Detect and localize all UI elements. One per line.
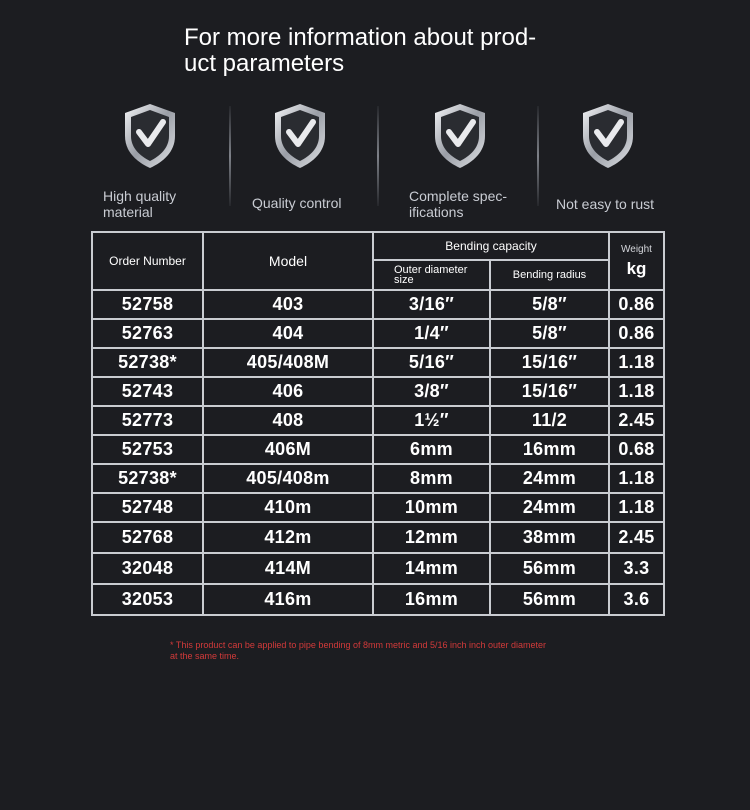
footnote [170, 640, 620, 662]
footnote-line2: at the same time. [170, 651, 240, 661]
footnote-line1: * This product can be applied to pipe bending of 8mm metric and 5/16 inch inch outer diameter [170, 640, 547, 650]
page-title [184, 25, 604, 77]
table-row [92, 377, 664, 406]
cell-model: 408 [203, 406, 373, 435]
cell-order: 52763 [92, 319, 203, 348]
cell-model: 406 [203, 377, 373, 406]
shield-check-icon [579, 102, 637, 170]
feature-quality-control [243, 100, 383, 225]
cell-outer-diameter: 8mm [373, 464, 490, 493]
table-row [92, 522, 664, 553]
shield-check-icon [271, 102, 329, 170]
table-row [92, 319, 664, 348]
feature-high-quality [95, 100, 235, 225]
cell-order: 52743 [92, 377, 203, 406]
table-row [92, 406, 664, 435]
cell-weight: 1.18 [609, 464, 664, 493]
cell-outer-diameter: 3/16″ [373, 290, 490, 319]
cell-weight: 2.45 [609, 522, 664, 553]
cell-weight: 2.45 [609, 406, 664, 435]
divider [229, 106, 231, 206]
cell-order: 32053 [92, 584, 203, 615]
table-row [92, 435, 664, 464]
cell-order: 52768 [92, 522, 203, 553]
cell-bending-radius: 38mm [490, 522, 609, 553]
feature-label: High quality material [103, 188, 177, 220]
cell-outer-diameter: 10mm [373, 493, 490, 522]
divider [377, 106, 379, 206]
cell-weight: 1.18 [609, 348, 664, 377]
cell-outer-diameter: 6mm [373, 435, 490, 464]
cell-bending-radius: 5/8″ [490, 290, 609, 319]
cell-weight: 0.86 [609, 319, 664, 348]
cell-outer-diameter: 1½″ [373, 406, 490, 435]
spec-table [91, 231, 665, 616]
shield-check-icon [431, 102, 489, 170]
cell-weight: 1.18 [609, 493, 664, 522]
cell-bending-radius: 24mm [490, 464, 609, 493]
cell-bending-radius: 16mm [490, 435, 609, 464]
cell-bending-radius: 11/2 [490, 406, 609, 435]
header-model: Model [203, 232, 373, 290]
cell-model: 412m [203, 522, 373, 553]
header-bending-capacity: Bending capacity [373, 232, 609, 260]
cell-weight: 1.18 [609, 377, 664, 406]
cell-bending-radius: 24mm [490, 493, 609, 522]
table-row [92, 553, 664, 584]
cell-model: 405/408m [203, 464, 373, 493]
table-row [92, 584, 664, 615]
cell-bending-radius: 56mm [490, 584, 609, 615]
cell-model: 405/408M [203, 348, 373, 377]
cell-bending-radius: 5/8″ [490, 319, 609, 348]
cell-weight: 3.6 [609, 584, 664, 615]
cell-outer-diameter: 16mm [373, 584, 490, 615]
cell-model: 406M [203, 435, 373, 464]
cell-bending-radius: 15/16″ [490, 377, 609, 406]
feature-label: Quality control [252, 195, 342, 211]
cell-weight: 0.86 [609, 290, 664, 319]
cell-order: 52748 [92, 493, 203, 522]
header-outer-diameter: Outer diameter size [373, 260, 490, 290]
cell-order: 32048 [92, 553, 203, 584]
spec-table-header [92, 232, 664, 290]
cell-weight: 3.3 [609, 553, 664, 584]
cell-outer-diameter: 3/8″ [373, 377, 490, 406]
table-row [92, 464, 664, 493]
header-weight-label: Weight [621, 243, 652, 255]
shield-check-icon [121, 102, 179, 170]
divider [537, 106, 539, 206]
cell-model: 403 [203, 290, 373, 319]
cell-order: 52738* [92, 464, 203, 493]
cell-order: 52738* [92, 348, 203, 377]
page-title-line2: uct parameters [184, 50, 345, 77]
cell-weight: 0.68 [609, 435, 664, 464]
cell-model: 416m [203, 584, 373, 615]
page-title-line1: For more information about prod- [184, 24, 537, 51]
cell-outer-diameter: 1/4″ [373, 319, 490, 348]
feature-label: Not easy to rust [556, 196, 655, 212]
table-row [92, 290, 664, 319]
feature-complete-specifications [391, 100, 531, 225]
header-weight [609, 232, 664, 290]
feature-not-easy-to-rust [551, 100, 691, 225]
spec-table-body [92, 290, 664, 615]
header-bending-radius: Bending radius [490, 260, 609, 290]
table-row [92, 493, 664, 522]
header-order-number: Order Number [92, 232, 203, 290]
feature-strip [95, 100, 665, 225]
cell-bending-radius: 15/16″ [490, 348, 609, 377]
cell-outer-diameter: 12mm [373, 522, 490, 553]
cell-order: 52753 [92, 435, 203, 464]
cell-model: 404 [203, 319, 373, 348]
cell-order: 52758 [92, 290, 203, 319]
cell-model: 410m [203, 493, 373, 522]
cell-outer-diameter: 14mm [373, 553, 490, 584]
cell-bending-radius: 56mm [490, 553, 609, 584]
feature-label: Complete spec- ifications [409, 188, 508, 220]
header-weight-unit: kg [626, 258, 647, 278]
cell-outer-diameter: 5/16″ [373, 348, 490, 377]
cell-order: 52773 [92, 406, 203, 435]
table-row [92, 348, 664, 377]
cell-model: 414M [203, 553, 373, 584]
